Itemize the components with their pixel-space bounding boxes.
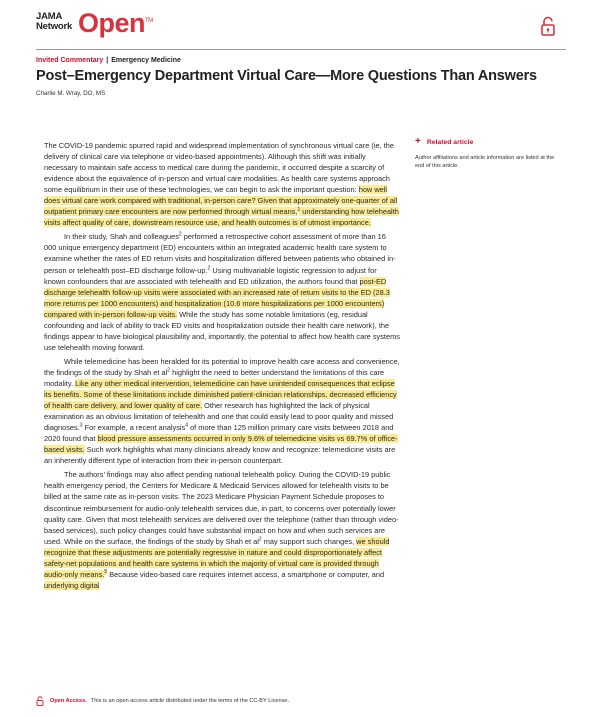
text-run: The COVID-19 pandemic spurred rapid and widespread implementation of synchronous virtual care (ie, the delivery of clinical care via telephone or video-based appointments). Although this shift was initially necessary to maintain safe access to medical care during the pandemic, it occurred despite a scarcity of evidence about the equivalence of in-person and virtual care modalities. As health care systems approach some equilibrium in their use of these technologies, we can begin to ask the important question: bbox=[44, 141, 395, 195]
reference-citation[interactable]: 4 bbox=[185, 422, 189, 429]
license-text: This is an open access article distributed under the terms of the CC-BY License. bbox=[90, 698, 290, 704]
text-run: may support such changes, bbox=[261, 536, 357, 546]
text-run: Using multivariable logistic regression to adjust for known confounders that are associated with telehealth and ED utilization, the authors found that bbox=[44, 265, 377, 286]
highlighted-text: understanding how telehealth visits affect quality of care, downstream resource use, and health outcomes is of utmost importance. bbox=[44, 207, 399, 228]
text-run: Other research has highlighted the lack of physical examination as an obvious limitation of telehealth and one that could easily lead to poor quality and missed diagnoses. bbox=[44, 401, 394, 433]
text-run: highlight the need to better understand the limitations of this care modality. bbox=[44, 367, 385, 388]
highlighted-text: post-ED discharge telehealth follow-up visits were associated with an increased rate of return visits to the ED (28.3 more returns per 1000 encounters) and hospitalization (10.6 more hospitalizations per 1000 encounters) compared with in-person follow-up visits. bbox=[44, 276, 390, 319]
footer bbox=[36, 696, 566, 706]
open-access-label[interactable]: Open Access. bbox=[50, 698, 87, 704]
article-body bbox=[44, 140, 400, 591]
affiliations-note: Author affiliations and article information are listed at the end of this article. bbox=[415, 155, 555, 169]
kicker-separator: | bbox=[106, 57, 109, 64]
highlighted-text: we should recognize that these adjustments are potentially regressive in nature and could disproportionately affect safety-net populations and health care systems in which the majority of virtual care is provided through audio-only means. bbox=[44, 536, 390, 579]
logo-line-jama: JAMA bbox=[36, 11, 63, 22]
logo-tm: TM bbox=[145, 18, 153, 24]
highlighted-text: blood pressure assessments occurred in only 9.6% of telemedicine visits vs 69.7% of office-based visits. bbox=[44, 434, 398, 455]
paragraph-4 bbox=[44, 469, 400, 591]
open-access-lock-icon bbox=[540, 16, 556, 36]
text-run: In their study, Shah and colleagues bbox=[64, 232, 179, 242]
text-run: While the study has some notable limitations (eg, residual confounding and lack of ability to track ED visits and hospitalization outside their health care network), the findings appear to have biological plausibility and, importantly, the potential to affect how health care systems use telehealth moving forward. bbox=[44, 309, 400, 352]
highlighted-text: underlying digital bbox=[44, 580, 100, 590]
text-run: Such work highlights what many clinicians already know and recognize: telemedicine visits are an inherently different type of interaction from their in-person counterpart. bbox=[44, 445, 396, 466]
logo-line-network: Network bbox=[36, 21, 73, 32]
reference-citation[interactable]: 2 bbox=[167, 367, 171, 374]
article-kicker bbox=[36, 57, 181, 64]
journal-header bbox=[36, 10, 566, 46]
paragraph-1 bbox=[44, 140, 400, 228]
text-run: While telemedicine has been heralded for its potential to improve health care access and convenience, the findings of the study by Shah et al bbox=[44, 356, 400, 377]
article-section: Emergency Medicine bbox=[111, 57, 181, 64]
article-author: Charlie M. Wray, DO, MS bbox=[36, 90, 106, 97]
logo-open-text: Open bbox=[78, 8, 146, 38]
text-run: Because video-based care requires internet access, a smartphone or computer, and bbox=[107, 569, 385, 579]
reference-citation[interactable]: 5 bbox=[104, 569, 108, 576]
reference-citation[interactable]: 1 bbox=[297, 206, 301, 213]
plus-icon: + bbox=[415, 136, 421, 147]
text-run: For example, a recent analysis bbox=[82, 423, 186, 433]
reference-citation[interactable]: 2 bbox=[207, 265, 211, 272]
article-title: Post–Emergency Department Virtual Care—More Questions Than Answers bbox=[36, 68, 537, 84]
paragraph-2 bbox=[44, 231, 400, 353]
highlighted-text: how well does virtual care work compared with traditional, in-person care? Given that approximately one-quarter of all outpatient primary care encounters are now performed through virtual means, bbox=[44, 185, 398, 217]
jama-network-logo[interactable] bbox=[36, 12, 72, 32]
reference-citation[interactable]: 2 bbox=[258, 536, 262, 543]
highlighted-text: Like any other medical intervention, telemedicine can have unintended consequences that eclipse its benefits. Some of these limitations include diminished patient-clinician relationships, decreased efficiency of health care delivery, and lower quality of care. bbox=[44, 378, 397, 411]
article-type: Invited Commentary bbox=[36, 57, 104, 64]
reference-citation[interactable]: 2 bbox=[178, 231, 182, 238]
text-run: of more than 125 million primary care visits between 2018 and 2020 found that bbox=[44, 423, 394, 444]
open-logo[interactable] bbox=[78, 8, 153, 39]
open-access-footer-lock-icon bbox=[36, 696, 44, 706]
paragraph-3 bbox=[44, 356, 400, 466]
related-article-link[interactable] bbox=[415, 138, 555, 146]
reference-citation[interactable]: 3 bbox=[79, 422, 83, 429]
text-run: performed a retrospective cohort assessment of more than 16 000 unique emergency department (ED) encounters within an integrated academic health care system to examine whether the rates of ED return visits and hospitalization differed between patients who obtained in-person or telehealth post–ED discharge follow-up. bbox=[44, 232, 396, 275]
header-divider bbox=[36, 49, 566, 50]
related-article-label: Related article bbox=[426, 138, 474, 146]
text-run: The authors’ findings may also affect pending national telehealth policy. During the COVID-19 public health emergency period, the Centers for Medicare & Medicaid Services allowed for telehealth visits to be billed at the same rate as in-person visits. The 2023 Medicare Physician Payment Schedule proposes to discontinue reimbursement for audio-only telehealth services due, in part, to concerns over potentially lower quality care. Given that most telehealth services are delivered over the telephone (rather than through video-based services), such policy changes could have substantial impact on how and when such services are used. While on the surface, the findings of the study by Shah et al bbox=[44, 470, 399, 546]
sidebar bbox=[415, 138, 555, 170]
